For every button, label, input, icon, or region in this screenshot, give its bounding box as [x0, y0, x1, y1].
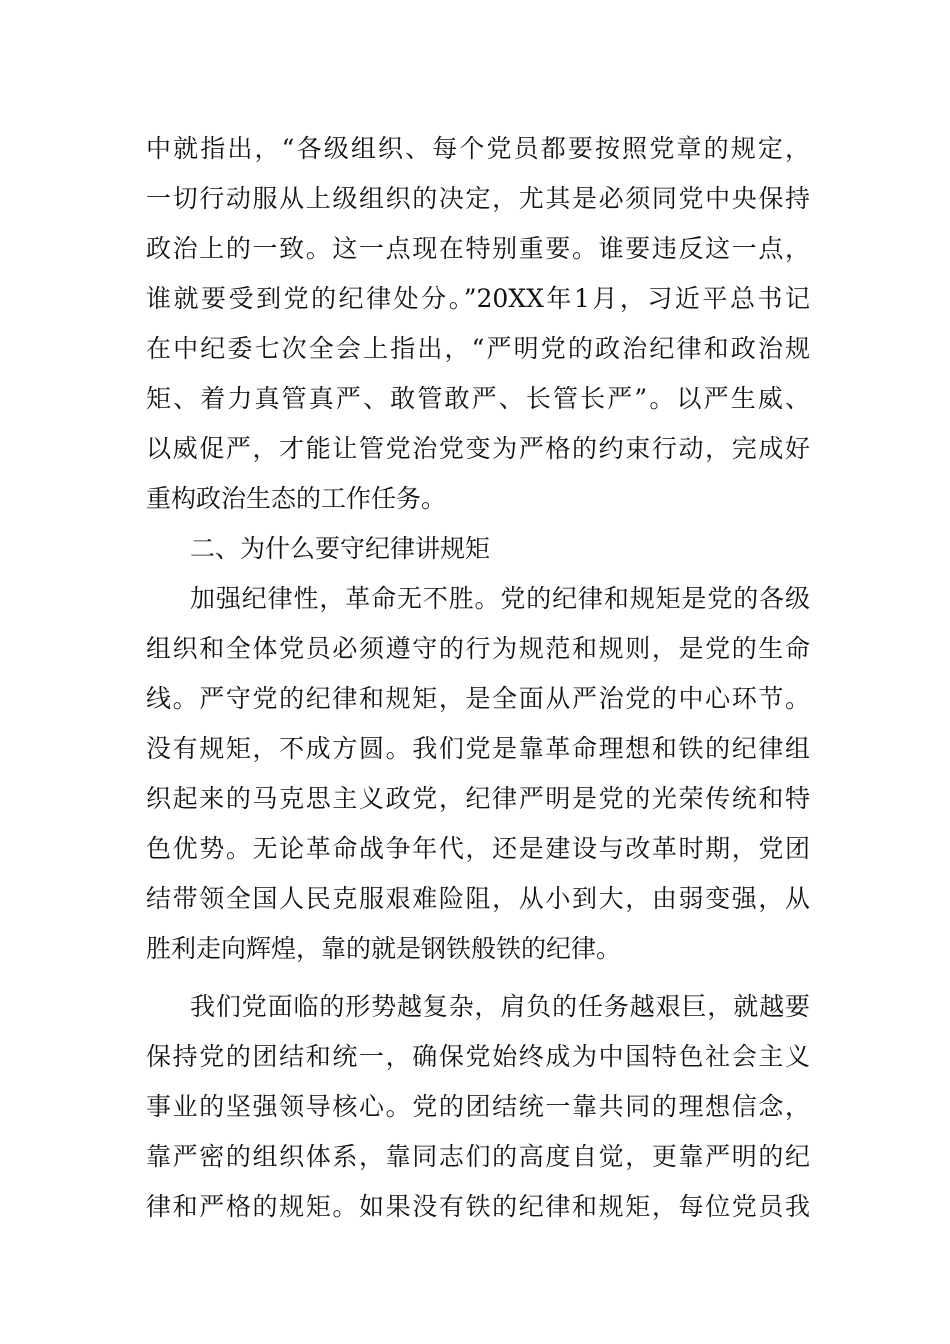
text-line: 组织和全体党员必须遵守的行为规范和规则，是党的生命: [146, 634, 810, 663]
text-line: 重构政治生态的工作任务。: [146, 484, 447, 513]
paragraph-gap: [146, 974, 810, 982]
paragraph-unity: [146, 982, 810, 1232]
text-line: 中就指出，“各级组织、每个党员都要按照党章的规定，: [146, 134, 810, 163]
text-line: 律和严格的规矩。如果没有铁的纪律和规矩，每位党员我: [146, 1192, 810, 1221]
paragraph-continuation: [146, 124, 810, 524]
text-line: 政治上的一致。这一点现在特别重要。谁要违反这一点，: [146, 234, 810, 263]
text-line: 色优势。无论革命战争年代，还是建设与改革时期，党团: [146, 834, 810, 863]
text-line: 没有规矩，不成方圆。我们党是靠革命理想和铁的纪律组: [146, 734, 810, 763]
text-line: 以威促严，才能让管党治党变为严格的约束行动，完成好: [146, 434, 810, 463]
section-heading: [146, 524, 810, 574]
text-line: 事业的坚强领导核心。党的团结统一靠共同的理想信念，: [146, 1092, 810, 1121]
heading-line: 二、为什么要守纪律讲规矩: [190, 534, 491, 563]
text-line: 在中纪委七次全会上指出，“严明党的政治纪律和政治规: [146, 334, 810, 363]
document-body: [146, 124, 810, 1232]
text-line: 线。严守党的纪律和规矩，是全面从严治党的中心环节。: [146, 684, 810, 713]
text-line: 结带领全国人民克服艰难险阻，从小到大，由弱变强，从: [146, 884, 810, 913]
text-line: 保持党的团结和统一，确保党始终成为中国特色社会主义: [146, 1042, 810, 1071]
text-line: 加强纪律性，革命无不胜。党的纪律和规矩是党的各级: [190, 584, 810, 613]
text-line: 谁就要受到党的纪律处分。”20XX年1月，习近平总书记: [146, 284, 810, 313]
paragraph-discipline: [146, 574, 810, 974]
text-line: 一切行动服从上级组织的决定，尤其是必须同党中央保持: [146, 184, 810, 213]
text-line: 织起来的马克思主义政党，纪律严明是党的光荣传统和特: [146, 784, 810, 813]
text-line: 矩、着力真管真严、敢管敢严、长管长严”。以严生威、: [146, 384, 810, 413]
text-line: 胜利走向辉煌，靠的就是钢铁般铁的纪律。: [146, 934, 622, 963]
text-line: 靠严密的组织体系，靠同志们的高度自觉，更靠严明的纪: [146, 1142, 810, 1171]
text-line: 我们党面临的形势越复杂，肩负的任务越艰巨，就越要: [190, 992, 810, 1021]
